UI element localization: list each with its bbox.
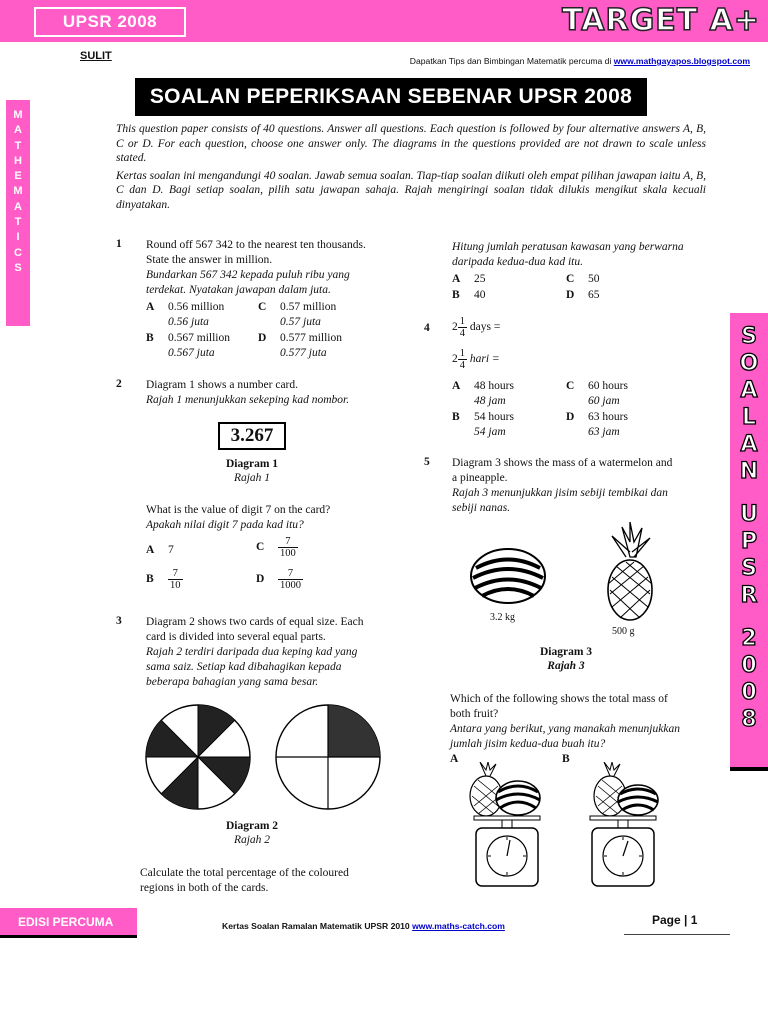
q4-fraction — [458, 316, 467, 339]
q2-en-line: Diagram 1 shows a number card. — [146, 379, 299, 391]
diagram-1-en: Diagram 1 — [225, 458, 279, 470]
strip-letter: 0 — [741, 680, 757, 705]
strip-letter: A — [740, 378, 758, 403]
q4-option-a-text: 48 hours — [474, 380, 514, 392]
diagram-3-caption — [518, 645, 614, 673]
page-number: Page | 1 — [652, 913, 698, 927]
q1-my-line: Bundarkan 567 342 kepada puluh ribu yang — [146, 269, 350, 281]
strip-letter: P — [740, 529, 758, 554]
footer-link[interactable]: www.maths-catch.com — [412, 921, 505, 931]
q5-option-a[interactable]: A — [450, 753, 459, 765]
q1-en-line: Round off 567 342 to the nearest ten thousands. — [146, 239, 366, 251]
q4-option-d-text: 63 hours — [588, 411, 628, 423]
numerator: 7 — [168, 568, 183, 580]
q5-en-line: Diagram 3 shows the mass of a watermelon and — [452, 457, 673, 469]
footer-line — [222, 921, 505, 931]
q3-my-line: Rajah 2 terdiri daripada dua keping kad yang — [146, 646, 358, 658]
q2-option-a[interactable]: A 7 — [146, 544, 174, 556]
q5-my-line: Rajah 3 menunjukkan jisim sebiji tembikai dan — [452, 487, 668, 499]
q3-calc — [140, 866, 400, 896]
q3-calc-line: regions in both of the cards. — [140, 882, 269, 894]
diagram-2-caption — [204, 819, 300, 847]
numerator: 1 — [459, 316, 465, 327]
q1-option-a-my: 0.56 juta — [168, 316, 209, 328]
q4-option-a[interactable]: A 48 hours 48 jam — [452, 380, 514, 407]
q4-whole: 2 — [452, 353, 458, 366]
watermelon-mass: 3.2 kg — [490, 612, 515, 623]
q4-option-d-my: 63 jam — [588, 426, 620, 438]
q4-option-b-my: 54 jam — [474, 426, 506, 438]
q4-unit-en: days = — [469, 321, 501, 334]
instructions-malay: Kertas soalan ini mengandungi 40 soalan. Jawab semua soalan. Tiap-tiap soalan diikuti oleh empat pilihan jawapan iaitu A, B, C dan D. Bagi setiap soalan, pilih satu jawapan sahaja. Rajah mengiringi soalan tidak dilukis mengikut skala kecuali dinyatakan. — [116, 169, 706, 211]
diagram-1-caption — [204, 457, 300, 485]
q2-option-a-text: 7 — [168, 544, 174, 556]
pineapple-image — [600, 522, 660, 622]
q3-number: 3 — [116, 615, 122, 627]
q1-my-line: terdekat. Nyatakan jawapan dalam juta. — [146, 284, 331, 296]
q2-option-c[interactable]: C $\frac{7}{100}$ — [256, 536, 296, 559]
q5-my-line: sebiji nanas. — [452, 502, 511, 514]
q1-option-d[interactable]: D 0.577 million 0.577 juta — [258, 332, 342, 359]
diagram-3-my: Rajah 3 — [547, 660, 585, 672]
strip-gap — [730, 485, 768, 501]
footer-text: Kertas Soalan Ramalan Matematik UPSR 2010 — [222, 921, 413, 931]
q2-my-line: Rajah 1 menunjukkan sekeping kad nombor. — [146, 394, 350, 406]
q5-ask-line: Which of the following shows the total mass of — [450, 693, 668, 705]
sulit-label: SULIT — [80, 50, 112, 62]
q1-en-line: State the answer in million. — [146, 254, 273, 266]
q4-option-c-my: 60 jam — [588, 395, 620, 407]
card-eighths-diagram — [138, 702, 258, 812]
q5-ask-line: Antara yang berikut, yang manakah menunjukkan — [450, 723, 680, 735]
q1-option-b[interactable]: B 0.567 million 0.567 juta — [146, 332, 230, 359]
q3-calc-line: Calculate the total percentage of the coloured — [140, 867, 349, 879]
page-divider — [624, 934, 730, 935]
page-title: SOALAN PEPERIKSAAN SEBENAR UPSR 2008 — [135, 78, 647, 116]
q4-unit-my: hari = — [469, 353, 500, 366]
q4-option-d[interactable]: D 63 hours 63 jam — [566, 411, 628, 438]
q3-text — [146, 615, 396, 690]
strip-letter: U — [740, 502, 758, 527]
strip-letter: S — [741, 556, 757, 581]
denominator: 1000 — [280, 580, 301, 591]
strip-letter: C — [14, 246, 22, 259]
strip-letter: A — [14, 200, 22, 213]
numerator: 1 — [459, 348, 465, 359]
q1-option-b-text: 0.567 million — [168, 332, 230, 344]
q4-option-a-my: 48 jam — [474, 395, 506, 407]
strip-letter: T — [14, 216, 22, 229]
strip-letter: 0 — [741, 653, 757, 678]
q2-ask-my: Apakah nilai digit 7 pada kad itu? — [146, 519, 304, 531]
q3-my-line: sama saiz. Setiap kad dibahagikan kepada — [146, 661, 342, 673]
q4-number: 4 — [424, 322, 430, 334]
q1-option-c-my: 0.57 juta — [280, 316, 321, 328]
diagram-1-my: Rajah 1 — [233, 472, 271, 484]
tips-text: Dapatkan Tips dan Bimbingan Matematik percuma di — [409, 56, 614, 66]
strip-gap — [730, 609, 768, 625]
denominator: 100 — [280, 548, 296, 559]
card-quarters-diagram — [268, 702, 388, 812]
denominator: 4 — [459, 360, 465, 371]
mathematics-strip — [6, 100, 30, 326]
strip-letter: M — [13, 185, 23, 198]
q3-option-c-text: 50 — [588, 273, 600, 285]
strip-letter: I — [16, 231, 20, 244]
strip-letter: O — [739, 351, 759, 376]
strip-letter: A — [740, 432, 758, 457]
denominator: 4 — [459, 328, 465, 339]
strip-letter: H — [14, 154, 22, 167]
q2-ask — [146, 503, 406, 533]
q2-fraction-d — [278, 568, 303, 591]
q5-number: 5 — [424, 456, 430, 468]
q3-option-b-text: 40 — [474, 289, 486, 301]
q1-option-c[interactable]: C 0.57 million 0.57 juta — [258, 301, 337, 328]
number-card: 3.267 — [218, 422, 286, 450]
q3-hitung-line: Hitung jumlah peratusan kawasan yang berwarna — [452, 241, 684, 253]
q2-ask-en: What is the value of digit 7 on the card? — [146, 504, 331, 516]
q4-fraction — [458, 348, 467, 371]
tips-link[interactable]: www.mathgayapos.blogspot.com — [613, 56, 750, 66]
diagram-2-en: Diagram 2 — [225, 820, 279, 832]
q1-text — [146, 238, 406, 298]
q3-option-b[interactable]: B 40 — [452, 289, 486, 301]
numerator: 7 — [278, 568, 303, 580]
q4-mixed-my — [452, 348, 500, 371]
q2-fraction-c — [278, 536, 298, 559]
scale-a-image — [464, 762, 548, 890]
strip-letter: M — [13, 109, 23, 121]
q3-option-d-text: 65 — [588, 289, 600, 301]
q2-fraction-b — [168, 568, 183, 591]
watermelon-image — [468, 546, 548, 606]
q2-text — [146, 378, 406, 408]
q2-option-d[interactable]: D $\frac{7}{1000}$ — [256, 568, 301, 591]
q3-option-a[interactable]: A 25 — [452, 273, 486, 285]
instructions-english: This question paper consists of 40 questions. Answer all questions. Each question is followed by four alternative answers A, B, C or D. For each question, choose one answer only. The diagrams in the questions provided are not drawn to scale unless stated. — [116, 123, 706, 164]
denominator: 10 — [170, 580, 181, 591]
strip-letter: A — [14, 124, 22, 137]
q2-number: 2 — [116, 378, 122, 390]
q4-option-b[interactable]: B 54 hours 54 jam — [452, 411, 514, 438]
q2-option-b[interactable]: B $\frac{7}{10}$ — [146, 568, 181, 591]
strip-letter: E — [14, 170, 22, 183]
strip-letter: R — [740, 583, 758, 608]
q4-option-c-text: 60 hours — [588, 380, 628, 392]
q3-option-d[interactable]: D 65 — [566, 289, 600, 301]
q5-option-b[interactable]: B — [562, 753, 570, 765]
q1-option-d-my: 0.577 juta — [280, 347, 327, 359]
q4-option-c[interactable]: C 60 hours 60 jam — [566, 380, 628, 407]
strip-letter: S — [741, 324, 757, 349]
q5-ask-line: jumlah jisim kedua-dua buah itu? — [450, 738, 606, 750]
q3-option-a-text: 25 — [474, 273, 486, 285]
q4-mixed-en — [452, 316, 500, 339]
pineapple-mass: 500 g — [612, 626, 635, 637]
q4-option-b-text: 54 hours — [474, 411, 514, 423]
q3-my-line: beberapa bahagian yang sama besar. — [146, 676, 319, 688]
q3-en-line: Diagram 2 shows two cards of equal size. Each — [146, 616, 364, 628]
diagram-2-my: Rajah 2 — [233, 834, 271, 846]
q1-option-b-my: 0.567 juta — [168, 347, 215, 359]
scale-b-image — [580, 762, 664, 890]
q1-option-d-text: 0.577 million — [280, 332, 342, 344]
strip-letter: 8 — [741, 707, 757, 732]
strip-letter: 2 — [741, 626, 757, 651]
strip-letter: T — [14, 139, 22, 152]
q5-en-line: a pineapple. — [452, 472, 508, 484]
q3-hitung-line: daripada kedua-dua kad itu. — [452, 256, 583, 268]
numerator: 7 — [278, 536, 298, 548]
diagram-3-en: Diagram 3 — [539, 646, 593, 658]
q5-ask — [450, 692, 712, 752]
tips-line — [410, 56, 750, 66]
q3-en-line: card is divided into several equal parts. — [146, 631, 326, 643]
q1-option-a[interactable]: A 0.56 million 0.56 juta — [146, 301, 225, 328]
q3-option-c[interactable]: C 50 — [566, 273, 600, 285]
edisi-percuma-label: EDISI PERCUMA — [0, 908, 137, 938]
q4-whole: 2 — [452, 321, 458, 334]
strip-letter: S — [14, 261, 22, 274]
upsr-label: UPSR 2008 — [34, 7, 186, 37]
q1-option-c-text: 0.57 million — [280, 301, 337, 313]
target-label: TARGET A+ — [562, 3, 760, 38]
q5-text — [452, 456, 714, 516]
strip-letter: N — [739, 459, 759, 484]
q5-ask-line: both fruit? — [450, 708, 499, 720]
strip-letter: L — [741, 405, 757, 430]
soalan-upsr-strip — [730, 313, 768, 771]
q3-hitung — [452, 240, 712, 270]
q1-number: 1 — [116, 238, 122, 250]
q1-option-a-text: 0.56 million — [168, 301, 225, 313]
instructions — [116, 122, 706, 212]
